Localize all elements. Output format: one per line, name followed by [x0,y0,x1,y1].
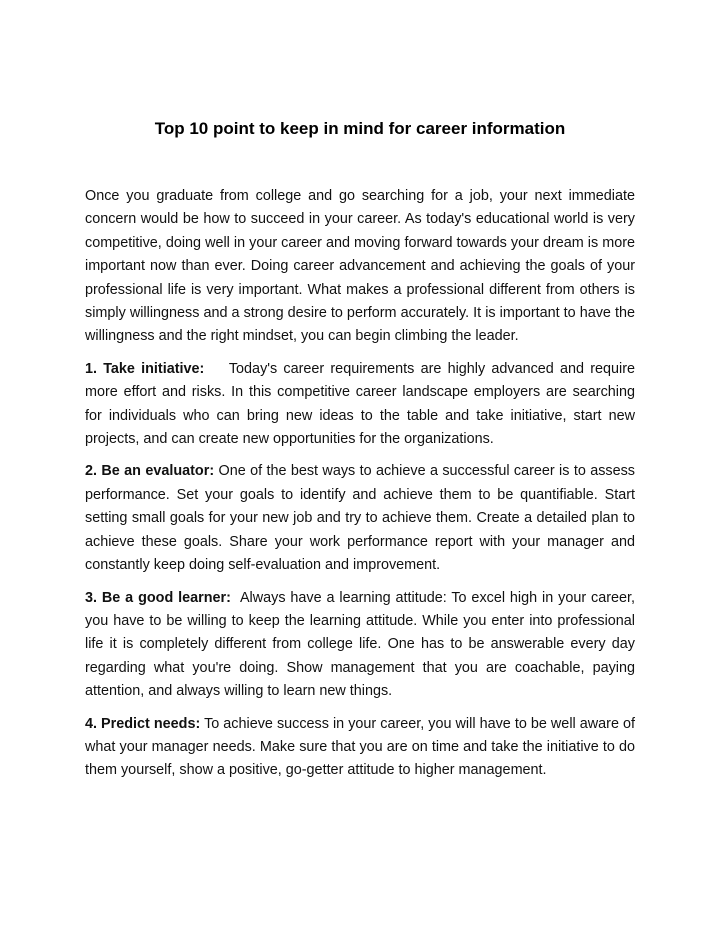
point-2-heading: 2. Be an evaluator: [85,463,215,480]
point-3-heading: 3. Be a good learner: [85,589,231,606]
point-1-heading: 1. Take initiative: [85,360,205,377]
intro-paragraph: Once you graduate from college and go searching for a job, your next immediate concern would be how to succeed in your career. As today's educational world is very competitive, doing well in your career and moving forward towards your dream is more important now than ever. Doing career advancement and achieving the goals of your professional life is very important. What makes a professional different from others is simply willingness and a strong desire to perform accurately. It is important to have the willingness and the right mindset, you can begin climbing the leader. [85,188,635,345]
document-title: Top 10 point to keep in mind for career information [154,119,566,138]
point-2 [85,460,635,577]
point-1-text: Today's career requirements are highly advanced and require more effort and risks. In this competitive career landscape employers are searching for individuals who can bring new ideas to the table and take initiative, start new projects, and can create new opportunities for the organizations. [85,360,635,448]
point-4-text: To achieve success in your career, you will have to be well aware of what your manager needs. Make sure that you are on time and take the initiative to do them yourself, show a positive, go-getter attitude to higher management. [85,715,635,779]
point-3 [85,587,635,704]
point-3-text: Always have a learning attitude: To excel high in your career, you have to be willing to keep the learning attitude. While you enter into professional life it is completely different from college life. One has to be answerable every day regarding what you're doing. Show management that you are coachable, paying attention, and always willing to learn new things. [85,589,635,700]
document-body [85,185,635,792]
point-2-text: One of the best ways to achieve a successful career is to assess performance. Set your goals to identify and achieve them to be quantifiable. Start setting small goals for your new job and try to achieve them. Create a detailed plan to achieve these goals. Share your work performance report with your manager and constantly keep doing self-evaluation and improvement. [85,463,636,574]
point-4-heading: 4. Predict needs: [85,715,201,732]
point-4 [85,713,635,783]
point-1 [85,358,635,452]
